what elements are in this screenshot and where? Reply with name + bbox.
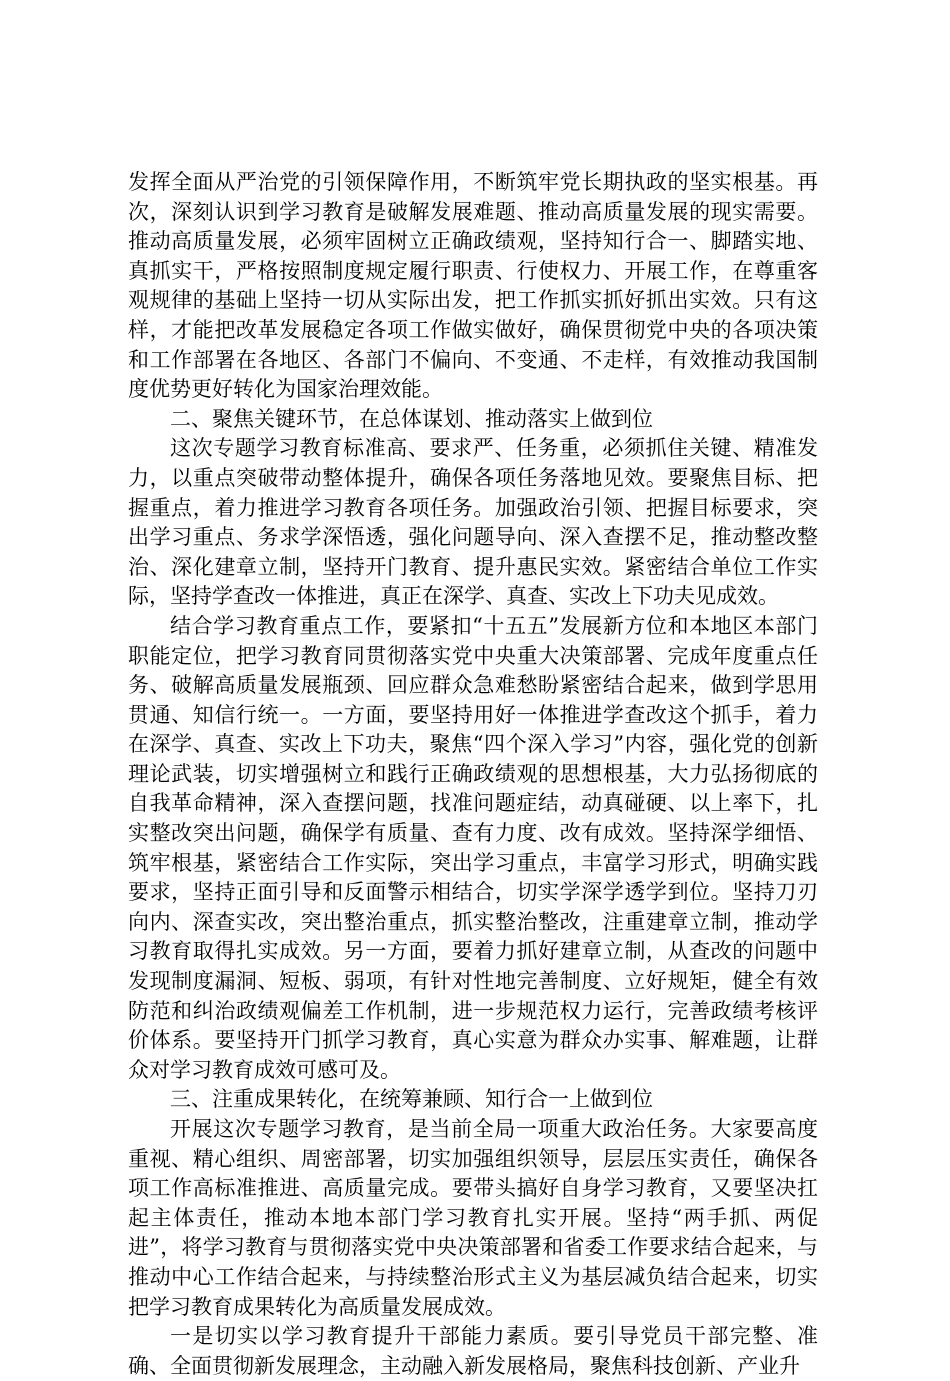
paragraph: 这次专题学习教育标准高、要求严、任务重，必须抓住关键、精准发力，以重点突破带动整体提升，确保各项任务落地见效。要聚焦目标、把握重点，着力推进学习教育各项任务。加强政治引领、把握目标要求，突出学习重点、务求学深悟透，强化问题导向、深入查摆不足，推动整改整治、深化建章立制，坚持开门教育、提升惠民实效。紧密结合单位工作实际，坚持学查改一体推进，真正在深学、真查、实改上下功夫见成效。 (128, 436, 818, 609)
paragraph: 开展这次专题学习教育，是当前全局一项重大政治任务。大家要高度重视、精心组织、周密部署，切实加强组织领导，层层压实责任，确保各项工作高标准推进、高质量完成。要带头搞好自身学习教育，又要坚决扛起主体责任，推动本地本部门学习教育扎实开展。坚持“两手抓、两促进”，将学习教育与贯彻落实党中央决策部署和省委工作要求结合起来，与推动中心工作结合起来，与持续整治形式主义为基层减负结合起来，切实把学习教育成果转化为高质量发展成效。 (128, 1117, 818, 1319)
paragraph: 一是切实以学习教育提升干部能力素质。要引导党员干部完整、准确、全面贯彻新发展理念，主动融入新发展格局，聚焦科技创新、产业升 (128, 1324, 818, 1378)
section-heading-3: 三、注重成果转化，在统筹兼顾、知行合一上做到位 (170, 1087, 653, 1112)
document-body (128, 168, 818, 1381)
paragraph: 结合学习教育重点工作，要紧扣“十五五”发展新方位和本地区本部门职能定位，把学习教育同贯彻落实党中央重大决策部署、完成年度重点任务、破解高质量发展瓶颈、回应群众急难愁盼紧密结合起来，做到学思用贯通、知信行统一。一方面，要坚持用好一体推进学查改这个抓手，着力在深学、真查、实改上下功夫，聚焦“四个深入学习”内容，强化党的创新理论武装，切实增强树立和践行正确政绩观的思想根基，大力弘扬彻底的自我革命精神，深入查摆问题，找准问题症结，动真碰硬、以上率下，扎实整改突出问题，确保学有质量、查有力度、改有成效。坚持深学细悟、筑牢根基，紧密结合工作实际，突出学习重点，丰富学习形式，明确实践要求，坚持正面引导和反面警示相结合，切实学深学透学到位。坚持刀刃向内、深查实改，突出整治重点，抓实整治整改，注重建章立制，推动学习教育取得扎实成效。另一方面，要着力抓好建章立制，从查改的问题中发现制度漏洞、短板、弱项，有针对性地完善制度、立好规矩，健全有效防范和纠治政绩观偏差工作机制，进一步规范权力运行，完善政绩考核评价体系。要坚持开门抓学习教育，真心实意为群众办实事、解难题，让群众对学习教育成效可感可及。 (128, 613, 818, 1082)
section-heading-2: 二、聚焦关键环节，在总体谋划、推动落实上做到位 (170, 406, 653, 431)
paragraph-continuation: 发挥全面从严治党的引领保障作用，不断筑牢党长期执政的坚实根基。再次，深刻认识到学习教育是破解发展难题、推动高质量发展的现实需要。推动高质量发展，必须牢固树立正确政绩观，坚持知行合一、脚踏实地、真抓实干，严格按照制度规定履行职责、行使权力、开展工作，在尊重客观规律的基础上坚持一切从实际出发，把工作抓实抓好抓出实效。只有这样，才能把改革发展稳定各项工作做实做好，确保贯彻党中央的各项决策和工作部署在各地区、各部门不偏向、不变通、不走样，有效推动我国制度优势更好转化为国家治理效能。 (128, 170, 818, 402)
